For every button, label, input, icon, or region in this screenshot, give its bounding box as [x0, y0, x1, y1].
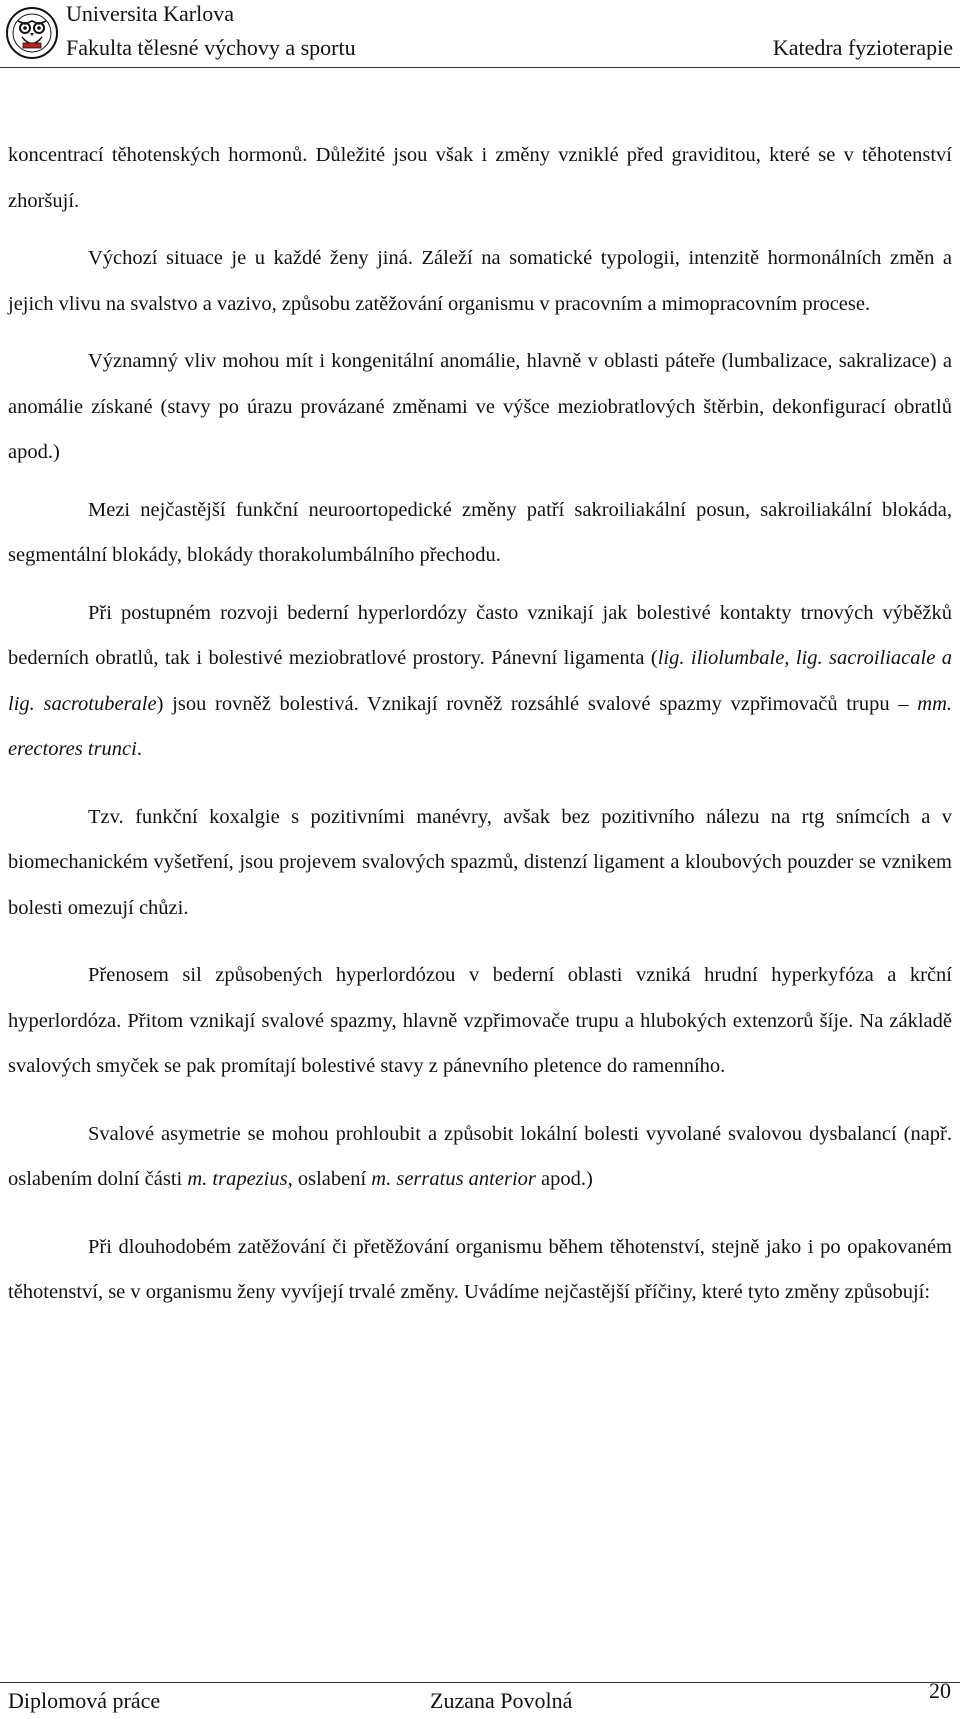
university-name: Universita Karlova: [66, 1, 234, 26]
paragraph-5-ligaments: lig. iliolumbale, lig. sacroiliacale a lig. sacrotuberale: [8, 647, 953, 715]
paragraph-4: Mezi nejčastější funkční neuroortopedické změny patří sakroiliakální posun, sakroiliakální blokáda, segmentální blokády, blokády thorakolumbálního přechodu.: [8, 498, 952, 566]
paragraph-5-text-e: .: [136, 738, 142, 760]
paragraph-8-text-c: , oslabení: [287, 1168, 372, 1190]
paragraph-8-muscle-2: m. serratus anterior: [371, 1168, 536, 1190]
paragraph-5-text-c: ) jsou rovněž bolestivá. Vznikají rovněž rozsáhlé svalové spazmy vzpřimovačů trupu –: [156, 692, 918, 715]
department-name: Katedra fyzioterapie: [772, 35, 953, 60]
paragraph-7: Přenosem sil způsobených hyperlordózou v bederní oblasti vzniká hrudní hyperkyfóza a krční hyperlordóza. Přitom vznikají svalové spazmy, hlavně vzpřimovače trupu a hlubokých extenzorů šíje. Na základě svalových smyček se pak promítají bolestivé stavy z pánevního pletence do ramenního.: [8, 964, 952, 1077]
paragraph-6: Tzv. funkční koxalgie s pozitivními manévry, avšak bez pozitivního nálezu na rtg snímcích a v biomechanickém vyšetření, jsou projevem svalových spazmů, distenzí ligament a kloubových pouzder se vznikem bolesti omezují chůzi.: [8, 805, 952, 919]
paragraph-8-muscle-1: m. trapezius: [187, 1168, 288, 1190]
paragraph-3: Významný vliv mohou mít i kongenitální anomálie, hlavně v oblasti páteře (lumbalizace, sakralizace) a anomálie získané (stavy po úrazu provázané změnami ve výšce meziobratlových štěrbin, dekonfigurací obratlů apod.): [8, 350, 952, 463]
paragraph-9: Při dlouhodobém zatěžování či přetěžování organismu během těhotenství, stejně jako i po opakovaném těhotenství, se v organismu ženy vyvíjejí trvalé změny. Uvádíme nejčastější příčiny, které tyto změny způsobují:: [8, 1235, 952, 1303]
paragraph-8-text-e: apod.): [535, 1168, 593, 1190]
paragraph-5-muscle: mm. erectores trunci: [8, 692, 952, 760]
body-text: [8, 133, 952, 1328]
paragraph-8: [8, 1112, 952, 1203]
paragraph-1: koncentrací těhotenských hormonů. Důležité jsou však i změny vzniklé před graviditou, které se v těhotenství zhoršují.: [8, 144, 952, 212]
page-number: 20: [929, 1678, 951, 1703]
footer-author: Zuzana Povolná: [430, 1688, 573, 1713]
paragraph-8-text-a: Svalové asymetrie se mohou prohloubit a způsobit lokální bolesti vyvolané svalovou dysbalancí (např. oslabením dolní části: [8, 1122, 952, 1190]
paragraph-5-text-a: Při postupném rozvoji bederní hyperlordózy často vznikají jak bolestivé kontakty trnových výběžků bederních obratlů, tak i bolestivé meziobratlové prostory. Pánevní ligamenta (: [8, 601, 952, 669]
header-divider: [0, 67, 960, 68]
footer-thesis-type: Diplomová práce: [8, 1688, 161, 1713]
page-header: [0, 0, 960, 70]
footer-divider: [0, 1682, 960, 1683]
faculty-name: Fakulta tělesné výchovy a sportu: [66, 35, 356, 60]
university-seal-icon: [6, 6, 58, 60]
paragraph-5: [8, 591, 952, 773]
paragraph-2: Výchozí situace je u každé ženy jiná. Záleží na somatické typologii, intenzitě hormonálních změn a jejich vlivu na svalstvo a vazivo, způsobu zatěžování organismu v pracovním a mimopracovním procese.: [8, 247, 952, 315]
